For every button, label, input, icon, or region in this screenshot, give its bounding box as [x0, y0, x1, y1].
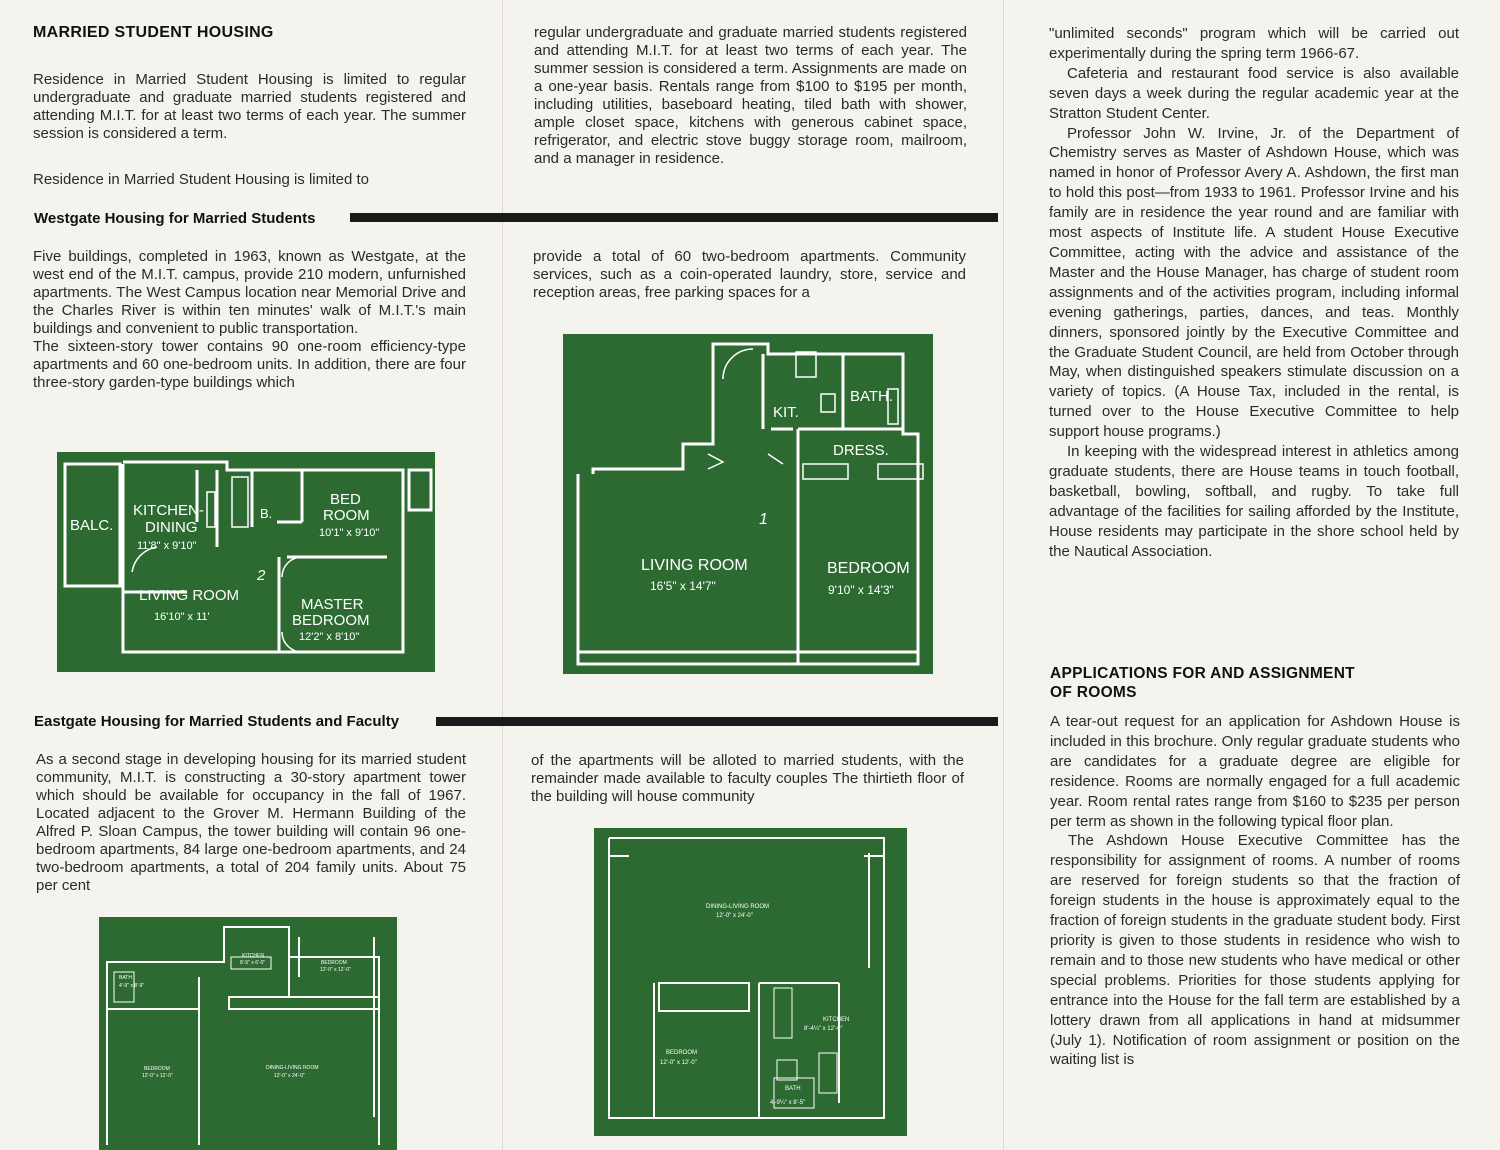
bath-dimensions: 4'-9¼" x 8'-5": [770, 1100, 806, 1106]
kitchen-dimensions: 8'-4¼" x 12'-0": [804, 1026, 843, 1032]
westgate-continued-paragraph: provide a total of 60 two-bedroom apartments. Community services, such as a coin-operated laundry, store, service and reception areas, free parking spaces for a: [533, 248, 966, 301]
kitchen-dining-label-2: DINING: [145, 519, 198, 536]
applications-heading-line-1: APPLICATIONS FOR AND ASSIGNMENT: [1050, 665, 1355, 682]
living-room-dimensions: 16'10" x 11': [154, 611, 210, 623]
bedroom-dimensions: 10'1" x 9'10": [319, 527, 380, 539]
kitchen-dining-label: KITCHEN-: [133, 502, 204, 519]
westgate-two-bedroom-floor-plan: [563, 334, 933, 674]
unit-number: 1: [759, 511, 768, 528]
kitchen-dining-dimensions: 11'8" x 9'10": [137, 540, 197, 552]
dining-living-label: DINING-LIVING ROOM: [706, 904, 770, 910]
westgate-rule: [350, 213, 998, 222]
bedroom-label-2: ROOM: [323, 507, 370, 524]
bath-label: B.: [260, 506, 273, 521]
bedroom-label: BEDROOM: [144, 1066, 170, 1072]
kitchen-label: KIT.: [773, 404, 799, 421]
dining-living-dimensions: 12'-0" x 24'-0": [716, 913, 753, 919]
balcony-label: BALC.: [70, 517, 114, 534]
applications-text: A tear-out request for an application for Ashdown House is included in this brochure. Only regular graduate students who are candidates for a graduate degree are eligible for residence. Rooms are normally engaged for a full academic year. Room rental rates range from $160 to $235 per person per term as shown in the following typical floor plan. The Ashdown House Executive Committee has the responsibility for assignment of rooms. A number of rooms are reserved for foreign students so that the fraction of foreign students in the house is approximately equal to the fraction of foreign students in the graduate student body. First priority is given to those students in residence who wish to remain and to those new students who have medical or other special problems. Priorities for those students applying for entrance into the House for the fall term are established by a lottery drawn from all applications in hand at midsummer (July 1). Notification of room assignment or position on the waiting list is: [1050, 713, 1460, 1069]
westgate-heading: Westgate Housing for Married Students: [34, 210, 323, 227]
master-bedroom-dimensions: 12'2" x 8'10": [299, 631, 360, 643]
middle-top-paragraph: regular undergraduate and graduate married students registered and attending M.I.T. for at least two terms of each year. The summer session is considered a term. Assignments are made on a one-year basis. Rentals range from $100 to $195 per month, including utilities, baseboard heating, tiled bath with shower, ample closet space, kitchens with generous cabinet space, refrigerator, and electric stove buggy storage room, mailroom, and a manager in residence.: [534, 24, 967, 167]
unit-number: 2: [257, 567, 266, 584]
bath-label: BATH.: [850, 388, 894, 405]
married-housing-heading: MARRIED STUDENT HOUSING: [33, 24, 274, 41]
living-room-dimensions: 16'5" x 14'7": [650, 579, 716, 593]
applications-heading: [1050, 664, 1355, 702]
intro-paragraph-repeat: Residence in Married Student Housing is limited to: [33, 171, 369, 188]
bedroom-dimensions: 12'-0" x 12'-0": [142, 1073, 173, 1079]
westgate-one-bedroom-floor-plan: [57, 452, 435, 672]
eastgate-heading: Eastgate Housing for Married Students and Faculty: [34, 713, 407, 730]
bath-label: BATH: [119, 975, 132, 981]
master-bedroom-label-2: BEDROOM: [292, 612, 370, 629]
kitchen-label: KITCHEN: [242, 953, 264, 959]
bath-dimensions: 4'-9" x 8'-9": [119, 983, 145, 989]
westgate-paragraph: Five buildings, completed in 1963, known as Westgate, at the west end of the M.I.T. campus, provide 210 modern, unfurnished apartments. The West Campus location near Memorial Drive and the Charles River is within ten minutes' walk of M.I.T.'s main buildings and convenient to public transportation. The sixteen-story tower contains 90 one-room efficiency-type apartments and 60 one-bedroom units. In addition, there are four three-story garden-type buildings which: [33, 248, 466, 391]
kitchen-dimensions: 8'-5" x 6'-0": [240, 960, 266, 966]
bedroom-dimensions: 9'10" x 14'3": [828, 583, 894, 597]
applications-heading-line-2: OF ROOMS: [1050, 684, 1137, 701]
master-bedroom-label: MASTER: [301, 596, 364, 613]
top-bedroom-label: BEDROOM: [321, 960, 347, 966]
kitchen-label: KITCHEN: [823, 1017, 850, 1023]
dining-living-label: DINING-LIVING ROOM: [266, 1065, 319, 1071]
dining-living-dimensions: 12'-0" x 24'-0": [274, 1073, 305, 1079]
living-room-label: LIVING ROOM: [139, 587, 240, 604]
bedroom-label: BEDROOM: [827, 560, 910, 577]
right-column-text: "unlimited seconds" program which will be carried out experimentally during the spring term 1966-67. Cafeteria and restaurant food service is also available seven days a week during the regular academic year at the Stratton Student Center. Professor John W. Irvine, Jr. of the Department of Chemistry serves as Master of Ashdown House, which was named in honor of Professor Avery A. Ashdown, the first man to hold this post—from 1933 to 1961. Professor Irvine and his family are in residence the year round and are familiar with most aspects of Institute life. A student House Executive Committee, acting with the advice and assistance of the Master and the House Manager, has charge of student room assignments and of the activities program, including informal evening gatherings, parties, dances, and teas. Monthly dinners, sponsored jointly by the Executive Committee and the Graduate Student Council, are held from October through May, when distinguished speakers stimulate discussion on a variety of topics. (A House Tax, included in the rental, is turned over to the House Executive Committee to help support house programs.) In keeping with the widespread interest in athletics among graduate students, there are House teams in touch football, basketball, bowling, softball, and rugby. To take full advantage of the facilities for sailing afforded by the Institute, House residents may participate in the shore school held by the Nautical Association.: [1049, 25, 1459, 560]
bedroom-label: BED: [330, 491, 361, 508]
page-fold-right: [1003, 0, 1004, 1150]
bath-label: BATH: [785, 1086, 801, 1092]
eastgate-two-bedroom-floor-plan: [594, 828, 907, 1136]
bedroom-label: BEDROOM: [666, 1050, 698, 1056]
eastgate-continued-paragraph: of the apartments will be alloted to married students, with the remainder made available to faculty couples The thirtieth floor of the building will house community: [531, 752, 964, 805]
page-fold-left: [502, 0, 503, 1150]
dressing-room-label: DRESS.: [833, 442, 889, 459]
living-room-label: LIVING ROOM: [641, 557, 748, 574]
eastgate-rule: [436, 717, 998, 726]
bedroom-dimensions: 12'-0" x 12'-0": [660, 1060, 697, 1066]
eastgate-one-bedroom-floor-plan: [99, 917, 397, 1150]
eastgate-paragraph: As a second stage in developing housing for its married student community, M.I.T. is constructing a 30-story apartment tower which should be available for occupancy in the fall of 1967. Located adjacent to the Grover M. Hermann Building of the Alfred P. Sloan Campus, the tower building will contain 96 one-bedroom apartments, 84 large one-bedroom apartments, and 24 two-bedroom apartments, a total of 204 family units. About 75 per cent: [36, 751, 466, 894]
top-bedroom-dimensions: 12'-0" x 12'-0": [320, 967, 351, 973]
intro-paragraph: Residence in Married Student Housing is limited to regular undergraduate and graduate married students registered and attending M.I.T. for at least two terms of each year. The summer session is considered a term.: [33, 71, 466, 142]
